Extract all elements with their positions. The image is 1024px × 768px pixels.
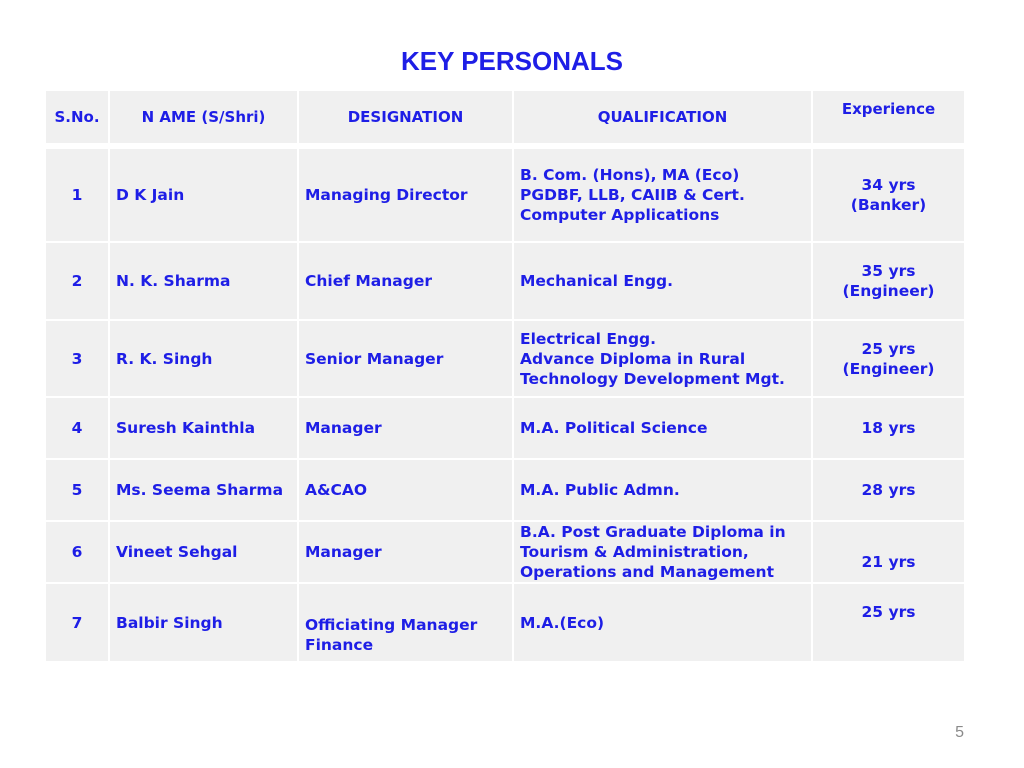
qualification-line: Electrical Engg. [520, 329, 657, 348]
experience-line: 28 yrs [861, 481, 916, 499]
cell-experience [812, 397, 965, 459]
experience-line: 25 yrs [861, 603, 916, 621]
experience-line: (Engineer) [842, 359, 935, 378]
cell-qualification [513, 521, 812, 583]
cell-qualification [513, 397, 812, 459]
experience-line: (Banker) [850, 196, 927, 214]
designation-line: Chief Manager [305, 272, 433, 290]
table-row [45, 146, 965, 242]
experience-line: 35 yrs [861, 262, 916, 280]
key-personals-table-container [44, 89, 964, 663]
cell-designation [298, 583, 513, 662]
cell-experience [812, 242, 965, 320]
cell-sno: 3 [45, 320, 109, 397]
table-row [45, 521, 965, 583]
qualification-line: B. Com. (Hons), MA (Eco) [520, 166, 740, 184]
cell-sno: 4 [45, 397, 109, 459]
cell-experience [812, 459, 965, 521]
experience-line: (Engineer) [842, 282, 935, 300]
table-row [45, 320, 965, 397]
header-qualification: QUALIFICATION [513, 90, 812, 146]
qualification-line: Advance Diploma in Rural [520, 349, 746, 368]
cell-designation [298, 459, 513, 521]
cell-designation [298, 146, 513, 242]
qualification-line: Technology Development Mgt. [520, 369, 785, 388]
page-title: KEY PERSONALS [400, 46, 623, 76]
header-experience: Experience [812, 90, 965, 146]
qualification-line: PGDBF, LLB, CAIIB & Cert. [520, 186, 745, 204]
cell-experience [812, 521, 965, 583]
header-name: N AME (S/Shri) [109, 90, 298, 146]
experience-line: 34 yrs [861, 176, 916, 194]
table-header-row [45, 90, 965, 146]
qualification-line: M.A. Political Science [520, 419, 708, 437]
qualification-line: Mechanical Engg. [520, 272, 674, 290]
cell-designation [298, 521, 513, 583]
qualification-line: Computer Applications [520, 206, 720, 224]
cell-qualification [513, 146, 812, 242]
cell-name: Ms. Seema Sharma [109, 459, 298, 521]
cell-designation [298, 242, 513, 320]
cell-sno: 6 [45, 521, 109, 583]
header-sno: S.No. [45, 90, 109, 146]
qualification-line: Operations and Management [520, 563, 774, 581]
cell-name: N. K. Sharma [109, 242, 298, 320]
cell-qualification [513, 242, 812, 320]
cell-name: Balbir Singh [109, 583, 298, 662]
designation-line: Managing Director [305, 186, 468, 204]
cell-sno: 7 [45, 583, 109, 662]
page-number: 5 [955, 724, 964, 741]
designation-line: Officiating Manager [305, 616, 478, 634]
table-row [45, 459, 965, 521]
cell-name: R. K. Singh [109, 320, 298, 397]
designation-line: A&CAO [305, 481, 368, 499]
table-row [45, 397, 965, 459]
cell-qualification [513, 320, 812, 397]
designation-line: Senior Manager [305, 349, 444, 368]
cell-experience [812, 583, 965, 662]
cell-qualification [513, 459, 812, 521]
cell-name: Suresh Kainthla [109, 397, 298, 459]
designation-line: Finance [305, 636, 374, 654]
qualification-line: M.A. Public Admn. [520, 481, 680, 499]
cell-name: Vineet Sehgal [109, 521, 298, 583]
qualification-line: B.A. Post Graduate Diploma in [520, 523, 786, 541]
table-row [45, 583, 965, 662]
experience-line: 21 yrs [861, 553, 916, 571]
qualification-line: Tourism & Administration, [520, 543, 749, 561]
cell-designation [298, 397, 513, 459]
cell-experience [812, 320, 965, 397]
cell-designation [298, 320, 513, 397]
cell-sno: 2 [45, 242, 109, 320]
key-personals-table [44, 89, 966, 663]
cell-sno: 5 [45, 459, 109, 521]
experience-line: 18 yrs [861, 419, 916, 437]
designation-line: Manager [305, 419, 382, 437]
cell-qualification [513, 583, 812, 662]
qualification-line: M.A.(Eco) [520, 613, 605, 632]
header-designation: DESIGNATION [298, 90, 513, 146]
experience-line: 25 yrs [861, 339, 916, 358]
table-row [45, 242, 965, 320]
cell-name: D K Jain [109, 146, 298, 242]
designation-line: Manager [305, 543, 382, 561]
cell-experience [812, 146, 965, 242]
cell-sno: 1 [45, 146, 109, 242]
